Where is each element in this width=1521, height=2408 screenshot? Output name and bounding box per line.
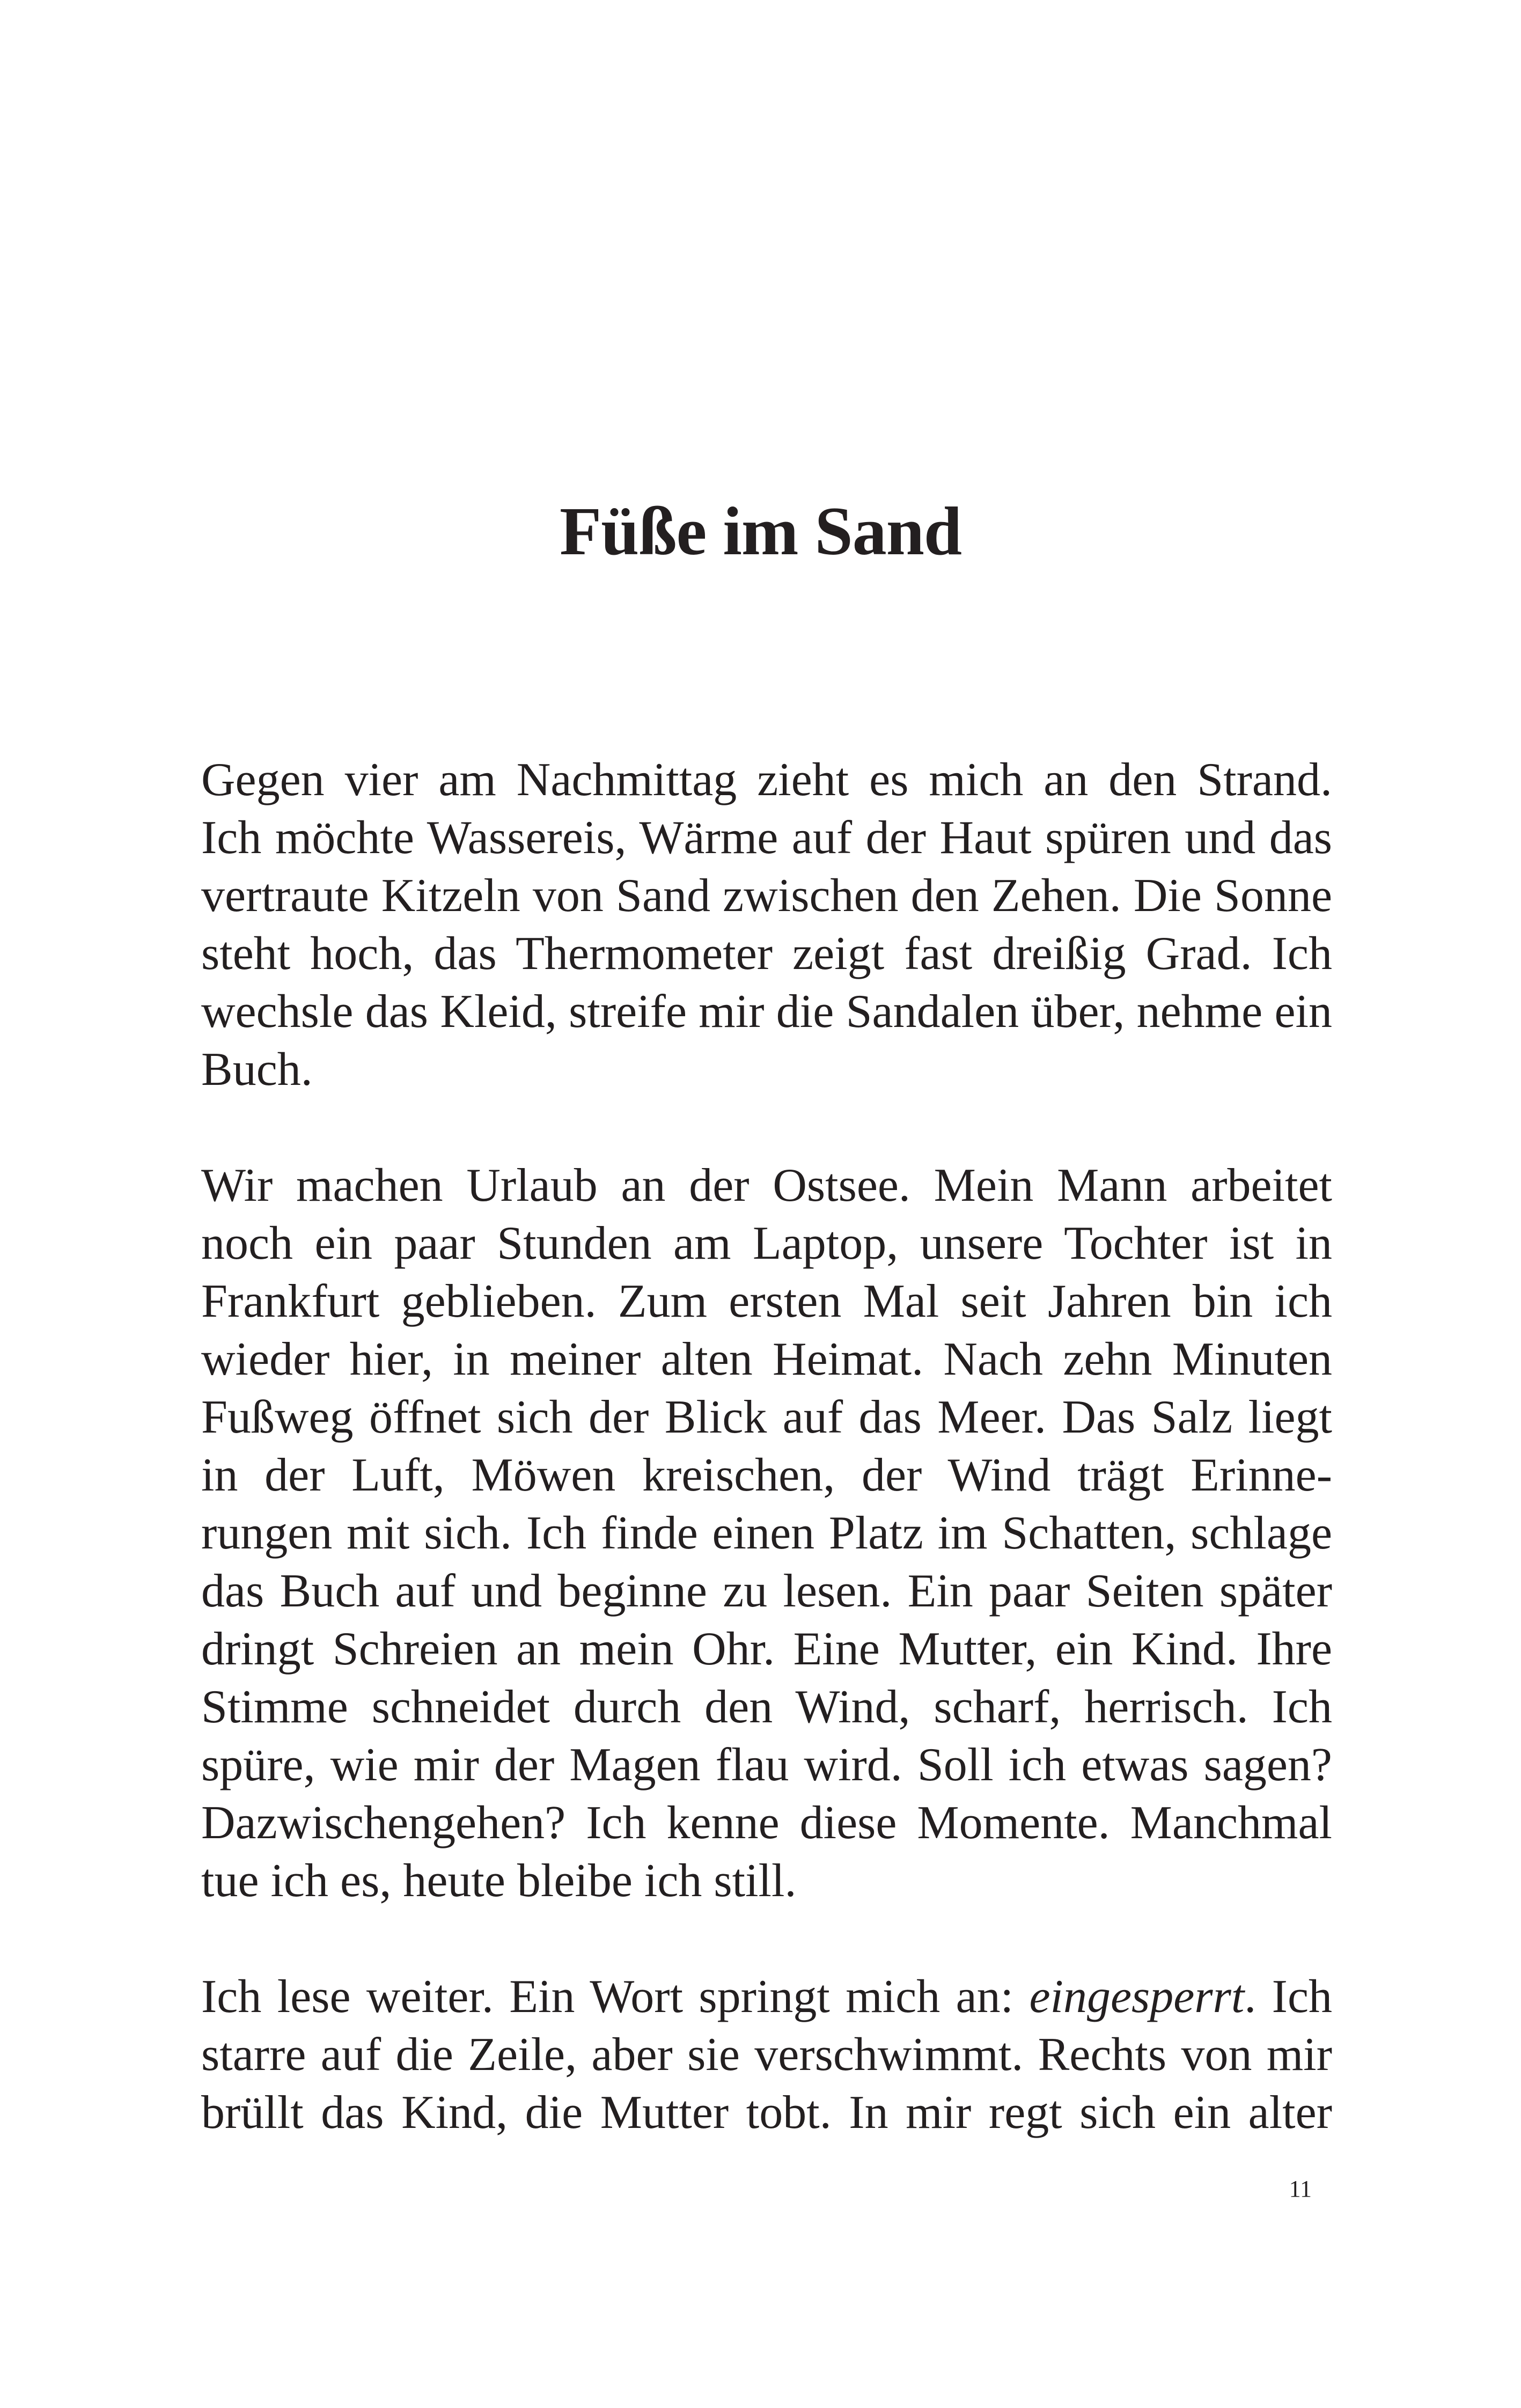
text-line: vertraute Kitzeln von Sand zwischen den Zehen. Die Sonne	[201, 870, 1332, 922]
text-line	[201, 1968, 1332, 2026]
text-line: das Buch auf und beginne zu lesen. Ein paar Seiten später	[201, 1565, 1332, 1617]
page-number: 11	[1289, 2176, 1312, 2202]
text-segment: Ich lese weiter. Ein Wort springt mich an:	[201, 1971, 1030, 2023]
text-line: Wir machen Urlaub an der Ostsee. Mein Mann arbeitet	[201, 1159, 1332, 1212]
text-line: starre auf die Zeile, aber sie verschwimmt. Rechts von mir	[201, 2029, 1332, 2081]
text-line: Dazwischengehen? Ich kenne diese Momente. Manchmal	[201, 1797, 1332, 1849]
text-line: Fußweg öffnet sich der Blick auf das Meer. Das Salz liegt	[201, 1391, 1332, 1443]
text-line: tue ich es, heute bleibe ich still.	[201, 1855, 797, 1907]
paragraph-2	[201, 1157, 1332, 1910]
italic-word: eingesperrt	[1029, 1971, 1245, 2023]
paragraph-gap	[201, 1910, 1332, 1968]
chapter-title: Füße im Sand	[559, 493, 962, 569]
body-text	[201, 751, 1332, 2142]
text-line: brüllt das Kind, die Mutter tobt. In mir regt sich ein alter	[201, 2087, 1332, 2139]
text-line: wieder hier, in meiner alten Heimat. Nach zehn Minuten	[201, 1333, 1332, 1385]
paragraph-1	[201, 751, 1332, 1099]
text-line: wechsle das Kleid, streife mir die Sandalen über, nehme ein	[201, 986, 1332, 1038]
text-line: Buch.	[201, 1044, 313, 1096]
paragraph-3	[201, 1968, 1332, 2142]
text-line: spüre, wie mir der Magen flau wird. Soll ich etwas sagen?	[201, 1739, 1332, 1791]
text-segment: . Ich	[1244, 1971, 1332, 2023]
paragraph-gap	[201, 1099, 1332, 1157]
text-line: Frankfurt geblieben. Zum ersten Mal seit Jahren bin ich	[201, 1275, 1332, 1327]
text-line: dringt Schreien an mein Ohr. Eine Mutter, ein Kind. Ihre	[201, 1623, 1332, 1675]
text-line: Stimme schneidet durch den Wind, scharf, herrisch. Ich	[201, 1681, 1332, 1733]
text-line: steht hoch, das Thermometer zeigt fast dreißig Grad. Ich	[201, 928, 1332, 980]
text-line: Ich möchte Wassereis, Wärme auf der Haut spüren und das	[201, 812, 1332, 864]
text-line: Gegen vier am Nachmittag zieht es mich an den Strand.	[201, 754, 1332, 806]
text-line: rungen mit sich. Ich finde einen Platz im Schatten, schlage	[201, 1507, 1332, 1559]
text-line: noch ein paar Stunden am Laptop, unsere Tochter ist in	[201, 1217, 1332, 1269]
text-line: in der Luft, Möwen kreischen, der Wind trägt Erinne-	[201, 1449, 1332, 1501]
